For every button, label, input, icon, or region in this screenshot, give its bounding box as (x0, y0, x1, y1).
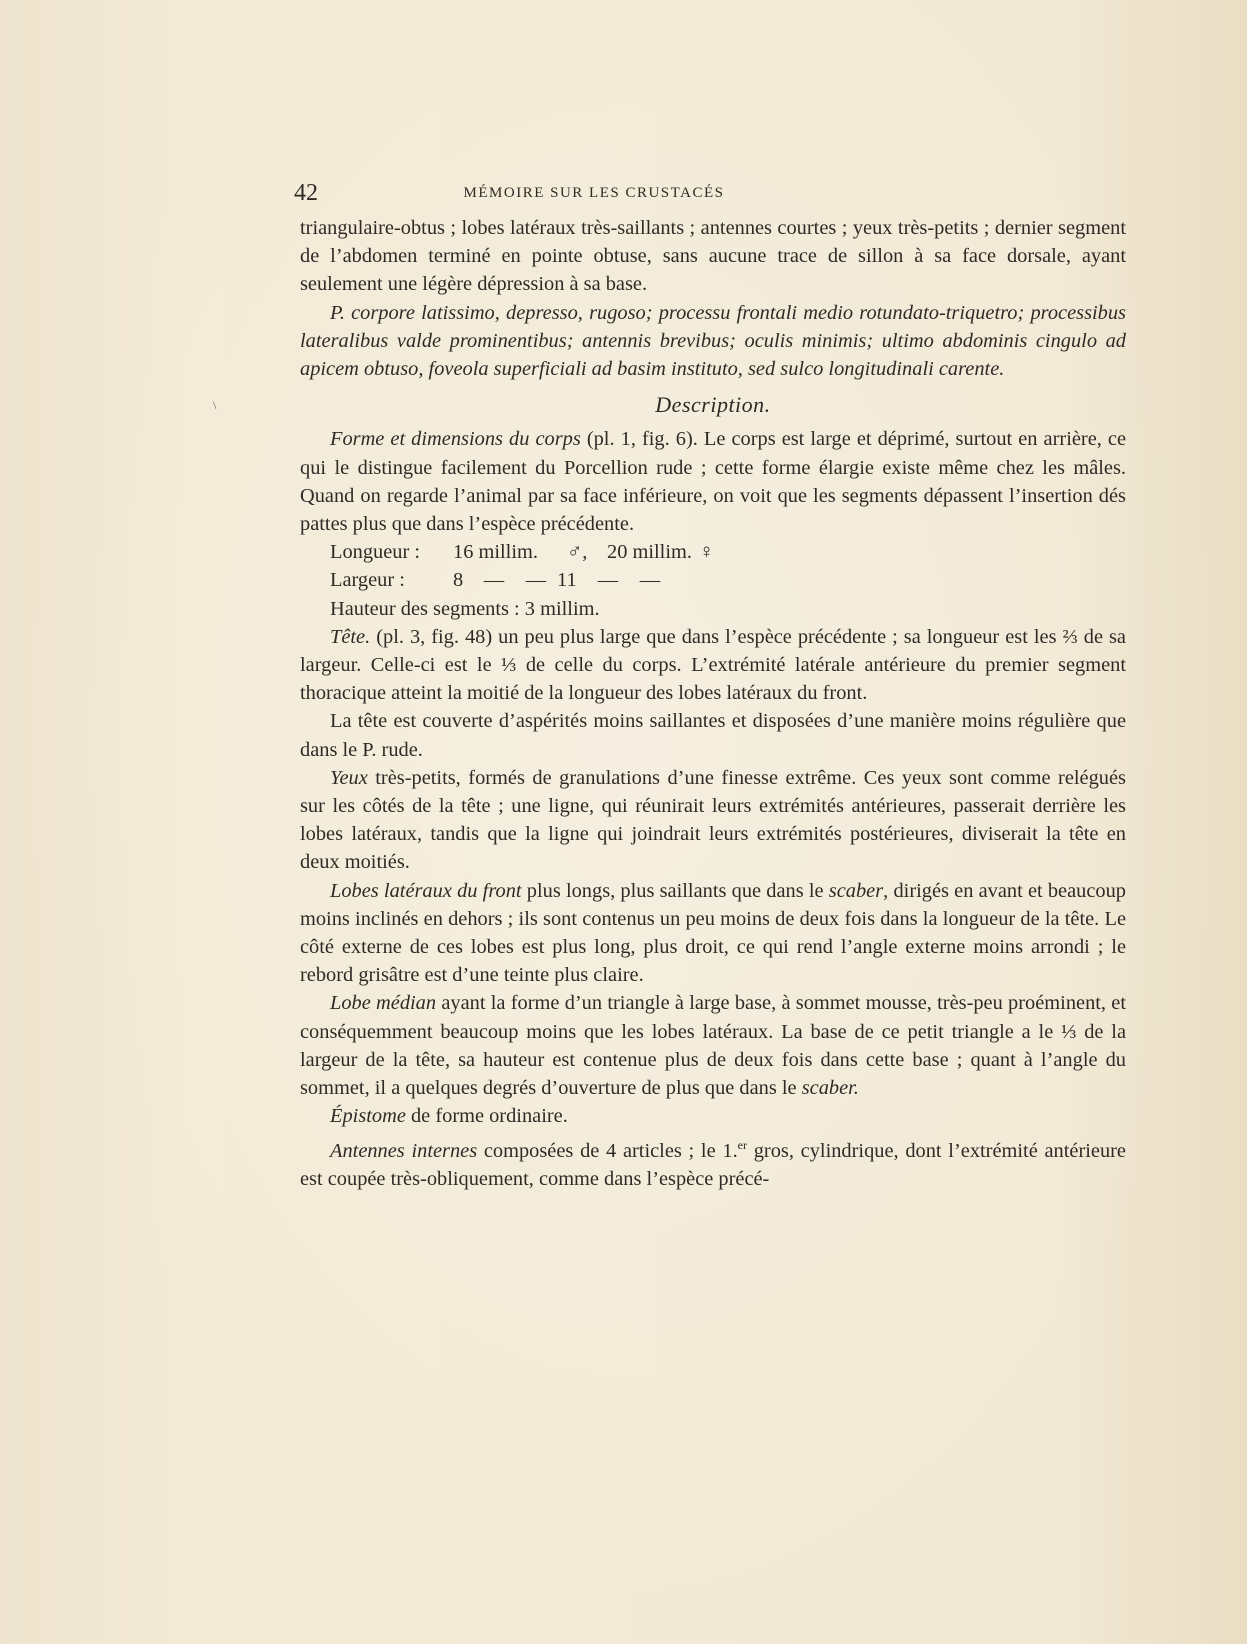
male-symbol: ♂, (567, 541, 588, 564)
paragraph-diagnosis-end: triangulaire-obtus ; lobes latéraux très-saillants ; antennes courtes ; yeux très-petits ; dernier segment de l’abdomen terminé en pointe obtuse, sans aucune trace de sillon à sa face dorsale, ayant seulement une légère dépression à sa base. (300, 217, 1126, 296)
paragraph-lobes-lateraux (300, 877, 1126, 990)
measure-largeur (300, 566, 1126, 594)
main-text (300, 214, 1126, 1193)
term-lobes-lateraux: Lobes latéraux du front (330, 879, 522, 902)
superscript-er: er (737, 1137, 747, 1152)
term-forme: Forme et dimensions du corps (330, 428, 581, 451)
paragraph-forme (300, 425, 1126, 538)
ditto-dash: — (483, 569, 505, 592)
measure-largeur-value-male: 8 (453, 569, 464, 592)
measure-longueur-value-male: 16 millim. (453, 541, 538, 564)
paragraph-epistome (300, 1102, 1126, 1130)
running-title: MÉMOIRE SUR LES CRUSTACÉS (463, 185, 725, 201)
text-tete: (pl. 3, fig. 48) un peu plus large que dans l’espèce précédente ; sa longueur est les ⅔ de sa largeur. Celle-ci est le ⅓ de celle du corps. L’extrémité latérale antérieure du premier segment thoracique atteint la moitié de la longueur des lobes latéraux du front. (300, 625, 1126, 705)
text-lobe-median: ayant la forme d’un triangle à large base, à sommet mousse, très-peu proéminent, et conséquemment beaucoup moins que les lobes latéraux. La base de ce petit triangle a le ⅓ de la largeur de la tête, sa hauteur est contenue plus de deux fois dans cette base ; quant à l’angle du sommet, il a quelques degrés d’ouverture de plus que dans le (300, 992, 1127, 1100)
paragraph-yeux (300, 764, 1126, 877)
ditto-dash: — (597, 569, 619, 592)
paragraph-tete (300, 623, 1126, 708)
text-antennes-b: gros, cylindrique, dont l’extrémité antérieure est coupée très-obliquement, comme dans l’espèce précé- (300, 1139, 1126, 1190)
text-lobes-b: , dirigés en avant et beaucoup moins inclinés en dehors ; ils sont contenus un peu moins de deux fois dans la longueur de la tête. Le côté externe de ces lobes est plus long, plus droit, ce qui rend l’angle externe moins arrondi ; le rebord grisâtre est d’une teinte plus claire. (300, 879, 1126, 987)
text-epistome: de forme ordinaire. (405, 1105, 568, 1128)
measure-longueur-label: Longueur : (330, 541, 421, 564)
measure-hauteur: Hauteur des segments : 3 millim. (330, 597, 600, 620)
female-symbol: ♀ (699, 541, 715, 564)
term-lobe-median: Lobe médian (330, 992, 437, 1015)
ditto-dash: — (639, 569, 661, 592)
measure-longueur (300, 538, 1126, 566)
page-number: 42 (294, 180, 318, 206)
term-scaber: scaber (828, 879, 884, 902)
text-antennes-a: composées de 4 articles ; le 1. (477, 1139, 738, 1162)
latin-diagnosis: P. corpore latissimo, depresso, rugoso; processu frontali medio rotundato-triquetro; processibus lateralibus valde prominentibus; antennis brevibus; oculis minimis; ultimo abdominis cingulo ad apicem obtuso, foveola superficiali ad basim instituto, sed sulco longitudinali carente. (300, 301, 1126, 381)
paragraph-antennes (300, 1131, 1126, 1193)
ditto-dash: — (525, 569, 547, 592)
term-yeux: Yeux (330, 766, 368, 789)
page-header (294, 180, 894, 209)
measure-largeur-label: Largeur : (330, 569, 405, 592)
text-lobes-a: plus longs, plus saillants que dans le (521, 879, 829, 902)
term-scaber: scaber. (801, 1077, 859, 1100)
text-forme: (pl. 1, fig. 6). Le corps est large et déprimé, surtout en arrière, ce qui le distingue facilement du Porcellion rude ; cette forme élargie existe même chez les mâles. Quand on regarde l’animal par sa face inférieure, on voit que les segments dépassent l’insertion dés pattes plus que dans l’espèce précédente. (300, 428, 1126, 536)
term-epistome: Épistome (330, 1105, 406, 1128)
paragraph-tete-2: La tête est couverte d’aspérités moins saillantes et disposées d’une manière moins régulière que dans le P. rude. (300, 710, 1126, 761)
text-yeux: très-petits, formés de granulations d’une finesse extrême. Ces yeux sont comme relégués sur les côtés de la tête ; une ligne, qui réunirait leurs extrémités antérieures, passerait derrière les lobes latéraux, tandis que la ligne qui joindrait leurs extrémités postérieures, diviserait la tête en deux moitiés. (300, 766, 1126, 874)
margin-mark: \ (213, 398, 217, 412)
measure-longueur-value-female: 20 millim. (607, 541, 692, 564)
section-heading-description: Description. (655, 392, 771, 418)
measure-largeur-value-female: 11 (557, 569, 577, 592)
term-tete: Tête. (330, 625, 371, 648)
paragraph-lobe-median (300, 989, 1126, 1102)
term-antennes-internes: Antennes internes (330, 1139, 478, 1162)
